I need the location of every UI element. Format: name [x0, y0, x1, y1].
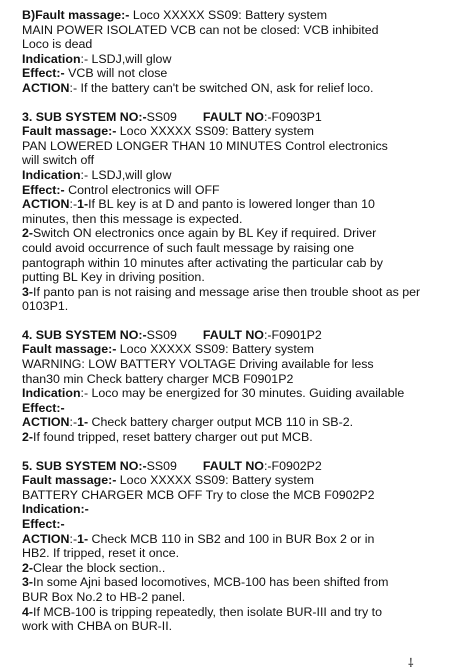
- action-line: ACTION:-1-If BL key is at D and panto is lowered longer than 10: [22, 197, 375, 212]
- indication-line: Indication:- LSDJ,will glow: [22, 167, 172, 182]
- action-line: work with CHBA on BUR-II.: [22, 619, 173, 634]
- fault-message-line: than30 min Check battery charger MCB F0901P2: [22, 371, 294, 386]
- fault-message-line: will switch off: [22, 153, 95, 168]
- fault-message-line: WARNING: LOW BATTERY VOLTAGE Driving available for less: [22, 357, 374, 372]
- indication-line: Indication:- LSDJ,will glow: [22, 51, 172, 66]
- subsystem-header: 3. SUB SYSTEM NO:-SS09 FAULT NO:-F0903P1: [22, 109, 322, 124]
- fault-message-line: PAN LOWERED LONGER THAN 10 MINUTES Control electronics: [22, 138, 388, 153]
- action-line: minutes, then this message is expected.: [22, 211, 243, 226]
- action-line: putting BL Key in driving position.: [22, 270, 205, 285]
- action-line: HB2. If tripped, reset it once.: [22, 546, 180, 561]
- action-line: 2-Clear the block section..: [22, 560, 166, 575]
- action-line: ACTION:-1- Check battery charger output MCB 110 in SB-2.: [22, 415, 354, 430]
- effect-line: Effect:- VCB will not close: [22, 66, 168, 81]
- action-line: pantograph within 10 minutes after activating the particular cab by: [22, 255, 383, 270]
- subsystem-header: 5. SUB SYSTEM NO:-SS09 FAULT NO:-F0902P2: [22, 458, 322, 473]
- fault-message-line: BATTERY CHARGER MCB OFF Try to close the MCB F0902P2: [22, 487, 375, 502]
- action-line: ACTION:- If the battery can't be switched ON, ask for relief loco.: [22, 80, 374, 95]
- fault-message-line: Loco is dead: [22, 37, 93, 52]
- document-page: [22, 8, 450, 648]
- indication-line: Indication:- Loco may be energized for 30 minutes. Guiding available: [22, 386, 405, 401]
- effect-line: Effect:-: [22, 517, 65, 531]
- indication-line: Indication:-: [22, 502, 89, 517]
- fault-massage-line: Fault massage:- Loco XXXXX SS09: Battery system: [22, 342, 314, 357]
- fault-heading: B)Fault massage:- Loco XXXXX SS09: Battery system: [22, 8, 328, 22]
- action-line: ACTION:-1- Check MCB 110 in SB2 and 100 in BUR Box 2 or in: [22, 531, 375, 546]
- action-line: 3-If panto pan is not raising and message arise then trouble shoot as per: [22, 284, 421, 299]
- footer-mark: ⸸: [408, 656, 414, 670]
- effect-line: Effect:-: [22, 400, 65, 415]
- action-line: BUR Box No.2 to HB-2 panel.: [22, 589, 186, 604]
- fault-massage-line: Fault massage:- Loco XXXXX SS09: Battery system: [22, 473, 314, 488]
- action-line: 4-If MCB-100 is tripping repeatedly, then isolate BUR-III and try to: [22, 604, 382, 619]
- fault-section-5: [22, 459, 450, 634]
- action-line: could avoid occurrence of such fault message by raising one: [22, 240, 354, 255]
- action-line: 2-If found tripped, reset battery charger out put MCB.: [22, 430, 313, 445]
- fault-section-b: [22, 8, 450, 96]
- action-line: 0103P1.: [22, 299, 69, 314]
- fault-massage-line: Fault massage:- Loco XXXXX SS09: Battery system: [22, 124, 314, 139]
- fault-message-line: MAIN POWER ISOLATED VCB can not be closed: VCB inhibited: [22, 22, 379, 37]
- subsystem-header: 4. SUB SYSTEM NO:-SS09 FAULT NO:-F0901P2: [22, 327, 322, 342]
- action-line: 2-Switch ON electronics once again by BL Key if required. Driver: [22, 226, 377, 241]
- action-line: 3-In some Ajni based locomotives, MCB-100 has been shifted from: [22, 575, 389, 590]
- effect-line: Effect:- Control electronics will OFF: [22, 182, 220, 197]
- fault-section-3: [22, 110, 450, 314]
- fault-section-4: [22, 328, 450, 445]
